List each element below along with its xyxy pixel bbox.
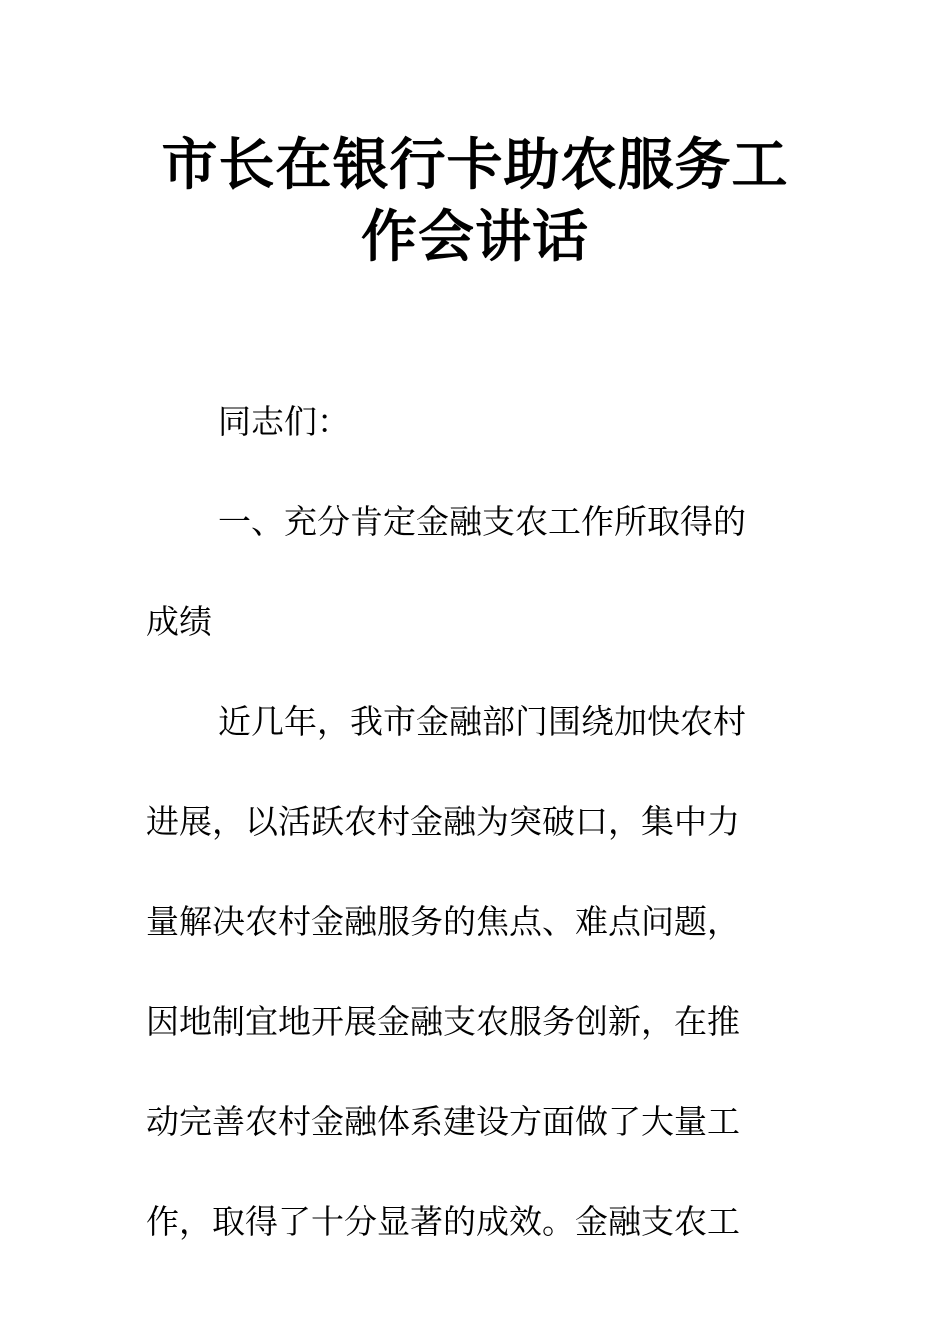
- title-line-1: 市长在银行卡助农服务工: [161, 133, 789, 198]
- document-body: [146, 372, 806, 1272]
- section-heading-line-2: 成绩: [146, 602, 212, 641]
- paragraph-line-2: 进展，以活跃农村金融为突破口，集中力: [146, 802, 740, 841]
- paragraph-line-1: 近几年，我市金融部门围绕加快农村: [218, 702, 746, 741]
- paragraph-line-3: 量解决农村金融服务的焦点、难点问题，: [146, 902, 740, 941]
- paragraph-line-5: 动完善农村金融体系建设方面做了大量工: [146, 1102, 740, 1141]
- document-title: [120, 130, 830, 274]
- paragraph-line-6: 作，取得了十分显著的成效。金融支农工: [146, 1202, 740, 1241]
- salutation: 同志们：: [218, 402, 350, 441]
- section-heading-line-1: 一、充分肯定金融支农工作所取得的: [218, 502, 746, 541]
- title-line-2: 作会讲话: [361, 205, 589, 270]
- paragraph-line-4: 因地制宜地开展金融支农服务创新，在推: [146, 1002, 740, 1041]
